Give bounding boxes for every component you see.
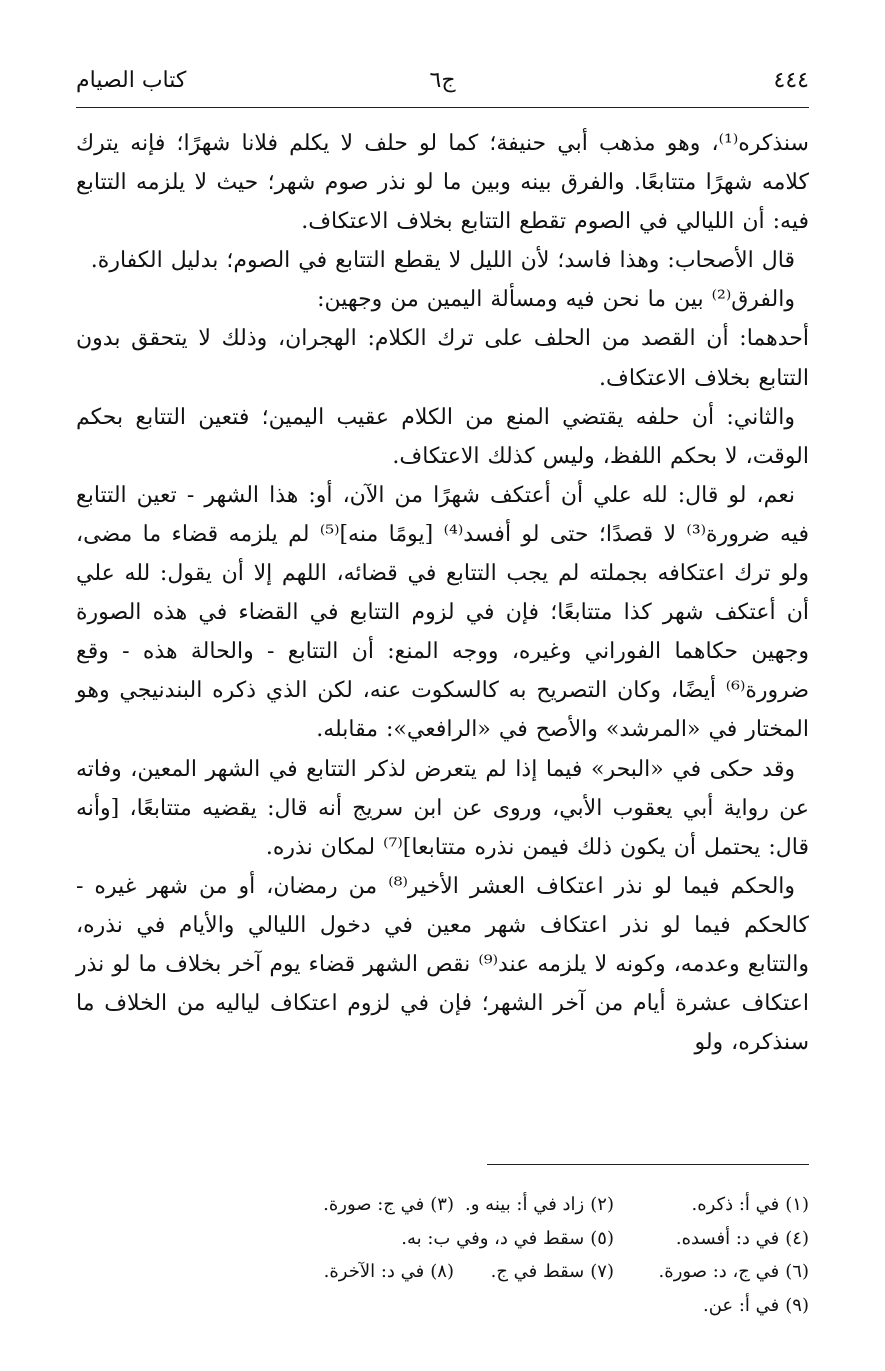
footnote-number: (٣) [430,1194,454,1215]
footnote-text: في ج، د: صورة. [658,1261,780,1282]
footnote-number: (٩) [785,1294,809,1316]
footnote-number: (٨) [430,1261,454,1282]
footnote-divider [487,1164,809,1165]
footnote [614,1222,809,1256]
footnote [614,1255,809,1289]
footnote [614,1188,809,1222]
book-title: كتاب الصيام [76,68,187,93]
paragraph: سنذكره⁽¹⁾، وهو مذهب أبي حنيفة؛ كما لو حلف لا يكلم فلانا شهرًا؛ فإنه يترك كلامه شهرًا متتابعًا. والفرق بينه وبين ما لو نذر صوم شهر؛ حيث لا يلزمه التتابع فيه: أن الليالي في الصوم تقطع التتابع بخلاف الاعتكاف. [76,131,809,235]
footnotes [76,1188,809,1322]
footnote-text: في أ: عن. [702,1294,780,1316]
paragraph: والثاني: أن حلفه يقتضي المنع من الكلام عقيب اليمين؛ فتعين التتابع بحكم الوقت، لا بحكم اللفظ، وليس كذلك الاعتكاف. [76,404,809,469]
footnote-text: سقط في د، وفي ب: به. [401,1227,585,1249]
footnote-row [76,1255,809,1289]
paragraph: قال الأصحاب: وهذا فاسد؛ لأن الليل لا يقطع التتابع في الصوم؛ بدليل الكفارة. [90,248,795,274]
footnote-number: (٦) [785,1261,809,1282]
page-number: ٤٤٤ [773,68,809,93]
footnote-text: في د: أفسده. [675,1227,780,1249]
footnote [324,1255,454,1289]
footnote-number: (٥) [590,1227,614,1249]
footnote-text: في ج: صورة. [323,1194,425,1215]
footnote-text: زاد في أ: بينه و. [465,1194,585,1215]
paragraph: والفرق⁽²⁾ بين ما نحن فيه ومسألة اليمين من وجهين: [317,287,795,313]
footnote-row [76,1188,809,1222]
footnote-text: في د: الآخرة. [323,1261,425,1282]
footnote-text: سقط في ج. [490,1261,585,1282]
footnote-row [76,1289,809,1323]
page-header [76,66,809,100]
footnote-number: (٢) [590,1194,614,1215]
header-divider [76,107,809,108]
main-text [76,124,809,1062]
footnote-text: في أ: ذكره. [691,1194,780,1215]
paragraph: وقد حكى في «البحر» فيما إذا لم يتعرض لذكر التتابع في الشهر المعين، وفاته عن رواية أبي يعقوب الأبي، وروى عن ابن سريج أنه قال: يقضيه متتابعًا، [وأنه قال: يحتمل أن يكون ذلك فيمن نذره متتابعا]⁽⁷⁾ لمكان نذره. [76,756,810,860]
paragraph: والحكم فيما لو نذر اعتكاف العشر الأخير⁽⁸⁾ من رمضان، أو من شهر غيره - كالحكم فيما لو نذر اعتكاف شهر معين في دخول الليالي والأيام في نذره، والتتابع وعدمه، وكونه لا يلزمه عند⁽⁹⁾ نقص الشهر قضاء يوم آخر بخلاف ما لو نذر اعتكاف عشرة أيام من آخر الشهر؛ فإن في لزوم اعتكاف لياليه من الخلاف ما سنذكره، ولو [76,873,809,1056]
paragraph: نعم، لو قال: لله علي أن أعتكف شهرًا من الآن، أو: هذا الشهر - تعين التتابع فيه ضرورة⁽³⁾ لا قصدًا؛ حتى لو أفسد⁽⁴⁾ [يومًا منه]⁽⁵⁾ لم يلزمه قضاء ما مضى، ولو ترك اعتكافه بجملته لم يجب التتابع في قضائه، اللهم إلا أن يقول: لله علي أن أعتكف شهر كذا متتابعًا؛ فإن في لزوم التتابع في القضاء في هذه الصورة وجهين حكاهما الفوراني وغيره، ووجه المنع: أن التتابع - والحالة هذه - وقع ضرورة⁽⁶⁾ أيضًا، وكان التصريح به كالسكوت عنه، لكن الذي ذكره البندنيجي وهو المختار في «المرشد» والأصح في «الرافعي»: مقابله. [76,482,809,743]
footnote [454,1188,614,1222]
footnote-number: (٤) [785,1227,809,1249]
footnote-number: (١) [785,1194,809,1215]
footnote [703,1289,809,1323]
paragraph: أحدهما: أن القصد من الحلف على ترك الكلام: الهجران، وذلك لا يتحقق بدون التتابع بخلاف الاعتكاف. [76,326,809,391]
footnote-row [76,1222,809,1256]
footnote [323,1188,454,1222]
volume-label: ج٦ [429,68,456,93]
footnote-number: (٧) [590,1261,614,1282]
footnote [401,1222,614,1256]
footnote [454,1255,614,1289]
